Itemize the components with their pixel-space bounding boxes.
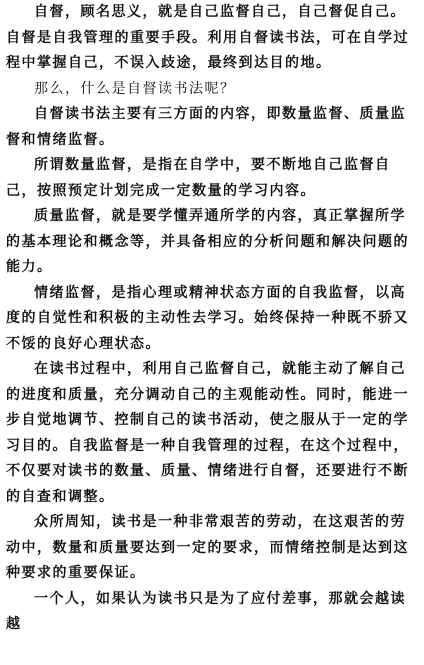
paragraph-three-aspects: 自督读书法主要有三方面的内容，即数量监督、质量监督和情绪监督。	[6, 106, 406, 148]
paragraph-question: 那么，什么是自督读书法呢？	[34, 80, 236, 97]
paragraph-definition: 自督，顾名思义，就是自己监督自己，自己督促自己。自督是自我管理的重要手段。利用自督读书法，可在自学过程中掌握自己，不误入歧途，最终到达目的地。	[6, 4, 409, 71]
paragraph-reading-process: 在读书过程中，利用自己监督自己，就能主动了解自己的进度和质量，充分调动自己的主观能动性。同时，能进一步自觉地调节、控制自己的读书活动，使之服从于一定的学习目的。自我监督是一种自我管理的过程，在这个过程中，不仅要对读书的数量、质量、情绪进行自督，还要进行不断的自查和调整。	[6, 361, 409, 505]
paragraph-quantity-supervision: 所谓数量监督，是指在自学中，要不断地自己监督自己，按照预定计划完成一定数量的学习内容。	[6, 157, 391, 199]
paragraph-cut-off: 一个人，如果认为读书只是为了应付差事，那就会越读越	[6, 590, 406, 632]
paragraph-hard-work: 众所周知，读书是一种非常艰苦的劳动，在这艰苦的劳动中，数量和质量要达到一定的要求，而情绪控制是达到这种要求的重要保证。	[6, 514, 409, 581]
paragraph-emotion-supervision: 情绪监督，是指心理或精神状态方面的自我监督，以高度的自觉性和积极的主动性去学习。始终保持一种既不骄又不馁的良好心理状态。	[6, 284, 409, 352]
paragraph-quality-supervision: 质量监督，就是要学懂弄通所学的内容，真正掌握所学的基本理论和概念等，并具备相应的分析问题和解决问题的能力。	[6, 208, 409, 275]
